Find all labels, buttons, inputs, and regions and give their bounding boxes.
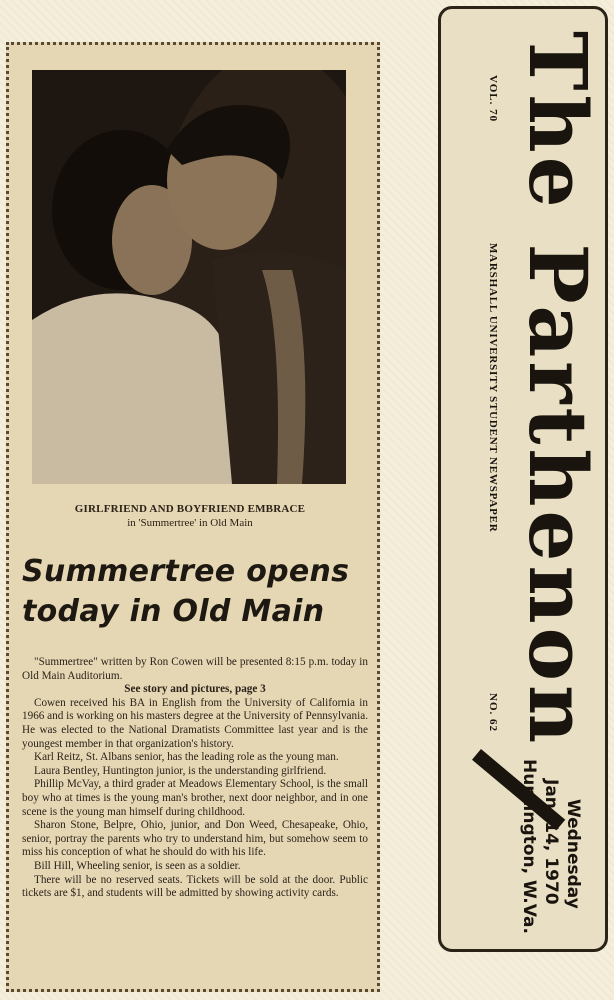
article-paragraph: Phillip McVay, a third grader at Meadows Elementary School, is the small boy who at times is the young man's brother, next door neighbor, and in one scene is the young man himself during childhood.: [22, 778, 368, 818]
article-paragraph: Karl Reitz, St. Albans senior, has the leading role as the young man.: [34, 751, 339, 764]
masthead: [438, 6, 608, 952]
article-paragraph: Laura Bentley, Huntington junior, is the understanding girlfriend.: [34, 764, 327, 777]
article-body: [22, 656, 368, 901]
issue-city: Huntington, W.Va.: [519, 759, 539, 934]
headline-line-1: Summertree opens: [22, 554, 350, 589]
article-paragraph: Bill Hill, Wheeling senior, is seen as a soldier.: [34, 859, 241, 872]
volume-label: VOL. 70: [487, 75, 499, 123]
article-paragraph: "Summertree" written by Ron Cowen will be presented 8:15 p.m. today in Old Main Auditorium.: [22, 656, 368, 682]
issue-number: NO. 62: [487, 693, 499, 732]
headline: [22, 552, 372, 632]
article-paragraph: Cowen received his BA in English from the University of California in 1966 and is working on his masters degree at the University of Pennsylvania. He was elected to the National Dramatists Committee last year and is the youngest member in that organization's history.: [22, 696, 368, 750]
caption-line-2: in 'Summertree' in Old Main: [127, 517, 253, 529]
caption-line-1: GIRLFRIEND AND BOYFRIEND EMBRACE: [74, 503, 306, 515]
page-reference: See story and pictures, page 3: [124, 683, 266, 696]
issue-date: Jan. 14, 1970: [541, 779, 561, 905]
embrace-photo: [32, 70, 346, 484]
headline-line-2: today in Old Main: [22, 594, 325, 629]
photo-caption: [30, 502, 350, 530]
issue-day: Wednesday: [563, 799, 583, 909]
masthead-title: The Parthenon: [511, 31, 605, 748]
article-paragraph: There will be no reserved seats. Tickets will be sold at the door. Public tickets are $1, and students will be admitted by showing activity cards.: [22, 873, 368, 900]
masthead-subtitle: MARSHALL UNIVERSITY STUDENT NEWSPAPER: [487, 243, 499, 533]
article-paragraph: Sharon Stone, Belpre, Ohio, junior, and Don Weed, Chesapeake, Ohio, senior, portray the parents who try to understand him, but somehow seem to miss his conception of what he should do with his life.: [22, 819, 368, 859]
